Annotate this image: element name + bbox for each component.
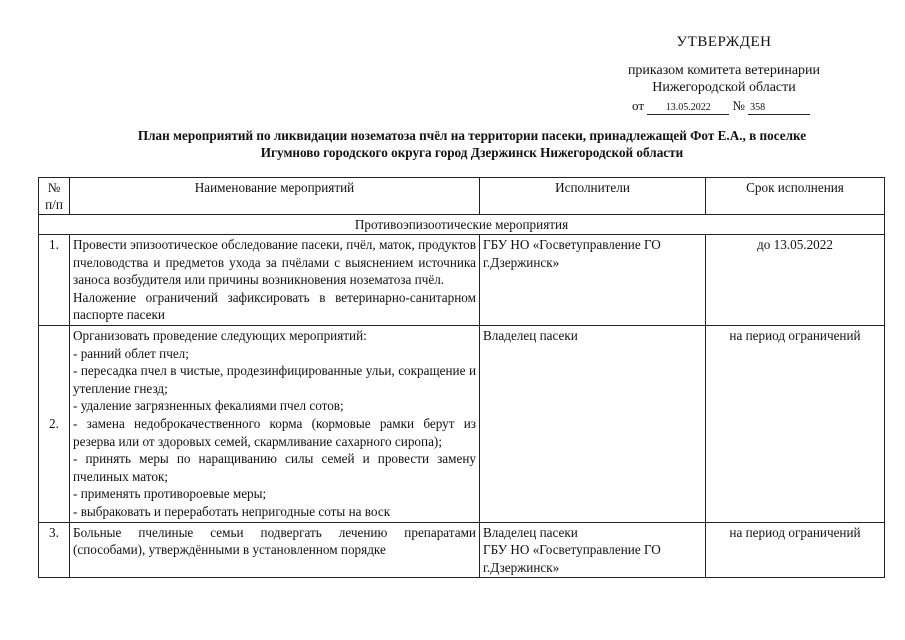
approval-order-line (604, 97, 844, 115)
row-executors: ГБУ НО «Госветуправление ГО г.Дзержинск» (480, 235, 706, 326)
measure-line: - удаление загрязненных фекалиями пчел сотов; (73, 398, 344, 414)
title-line-1: План мероприятий по ликвидации нозематоза пчёл на территории пасеки, принадлежащей Фот Е.А., в поселке (137, 128, 807, 143)
header-name: Наименование мероприятий (70, 178, 480, 215)
measure-text: Наложение ограничений зафиксировать в ветеринарно-санитарном паспорте пасеки (73, 289, 476, 323)
measure-line: - применять противороевые меры; (73, 486, 267, 502)
measure-line: - выбраковать и переработать непригодные соты на воск (73, 503, 391, 519)
row-executors: Владелец пасеки (480, 325, 706, 522)
title-line-2: Игумново городского округа город Дзержинск Нижегородской области (260, 145, 684, 160)
table-row (39, 235, 885, 326)
measure-line: - замена недоброкачественного корма (кормовые рамки берут из резерва или от здоровых семей, скармливание сахарного сиропа); (73, 415, 476, 449)
row-measure (70, 235, 480, 326)
number-label: № (732, 98, 745, 113)
measure-text: Провести эпизоотическое обследование пасеки, пчёл, маток, продуктов пчеловодства и предметов ухода за пчёлами с выяснением источника заноса возбудителя или причины возникновения нозематоза пчёл. (73, 237, 476, 288)
measure-line: Организовать проведение следующих мероприятий: (73, 327, 367, 343)
approval-date: 13.05.2022 (647, 102, 729, 115)
table-row (39, 522, 885, 578)
table-header-row (39, 178, 885, 215)
measure-line: - пересадка пчел в чистые, продезинфицированные ульи, сокращение и утепление гнезд; (73, 363, 476, 396)
row-deadline: на период ограничений (706, 325, 885, 522)
measures-table (38, 177, 885, 578)
row-deadline: до 13.05.2022 (706, 235, 885, 326)
measure-line: - принять меры по наращиванию силы семей и провести замену пчелиных маток; (73, 451, 476, 484)
row-num: 1. (39, 235, 70, 326)
executor-vet-service: ГБУ НО «Госветуправление ГО г.Дзержинск» (483, 542, 661, 575)
document-title (72, 127, 872, 161)
approval-line-2: Нижегородской области (652, 80, 796, 95)
row-measure (70, 325, 480, 522)
row-num: 2. (39, 325, 70, 522)
measure-text: Больные пчелиные семьи подвергать лечению препаратами (способами), утверждёнными в установленном порядке (73, 524, 476, 558)
table-row (39, 325, 885, 522)
approval-line-1: приказом комитета ветеринарии (627, 63, 821, 78)
approval-block (604, 34, 844, 115)
header-deadline: Срок исполнения (706, 178, 885, 215)
row-deadline: на период ограничений (706, 522, 885, 578)
row-measure (70, 522, 480, 578)
executor-owner: Владелец пасеки (483, 524, 578, 540)
measure-line: - ранний облет пчел; (73, 345, 189, 361)
approval-number: 358 (748, 102, 810, 115)
section-row (39, 215, 885, 235)
from-label: от (632, 98, 645, 113)
section-title: Противоэпизоотические мероприятия (39, 215, 885, 235)
row-executors (480, 522, 706, 578)
header-num: № п/п (39, 178, 70, 215)
approval-heading: УТВЕРЖДЕН (676, 34, 772, 50)
header-executors: Исполнители (480, 178, 706, 215)
row-num: 3. (39, 522, 70, 578)
